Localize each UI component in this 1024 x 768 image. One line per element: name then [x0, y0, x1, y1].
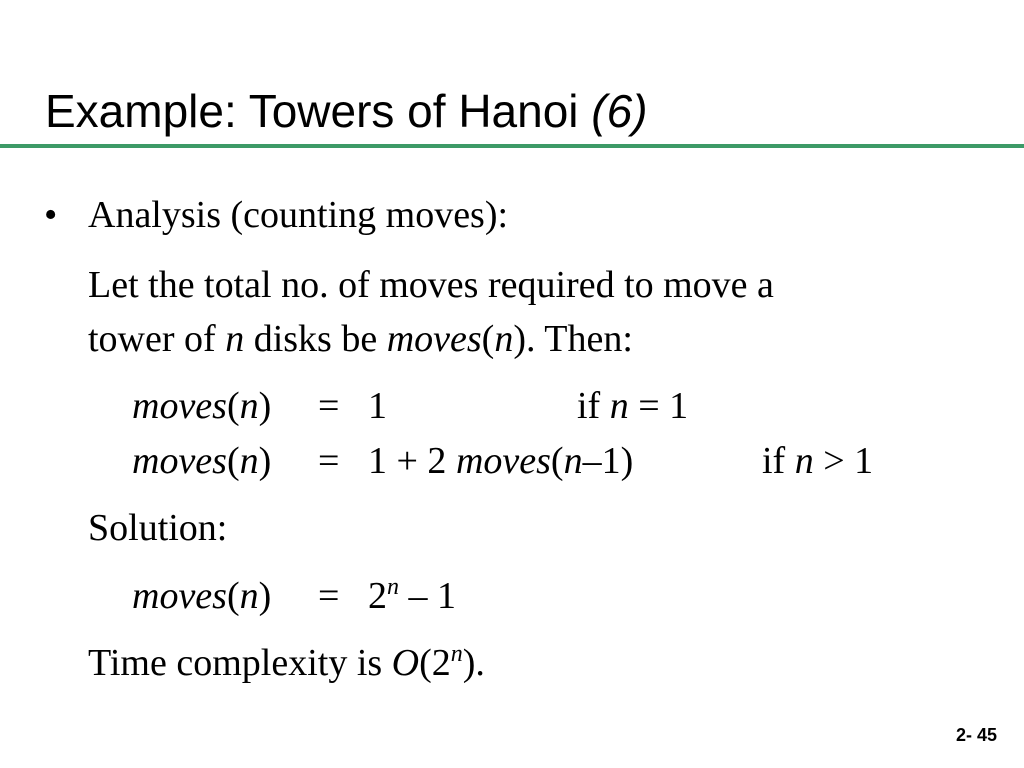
intro-moves: moves — [386, 318, 482, 360]
intro-post: ). Then: — [513, 318, 633, 360]
solution-formula — [0, 574, 1024, 618]
recurrence-2-lhs — [132, 439, 271, 483]
complexity-line — [88, 641, 485, 685]
solution-open: ( — [226, 575, 240, 617]
recurrence-2-rhs-var: n — [563, 440, 583, 482]
bullet-text: Analysis (counting moves): — [88, 194, 509, 236]
intro-pre: tower of — [88, 318, 226, 360]
recurrence-row-2 — [0, 439, 1024, 483]
intro-open: ( — [481, 318, 495, 360]
recurrence-2-eq: = — [318, 440, 340, 482]
recurrence-1-lhs — [132, 384, 271, 428]
solution-label: Solution: — [88, 507, 228, 549]
recurrence-1-close: ) — [258, 385, 272, 427]
intro-line-1: Let the total no. of moves required to move a — [88, 264, 774, 306]
solution-rhs — [368, 574, 456, 618]
solution-fn: moves — [132, 575, 227, 617]
recurrence-2-close: ) — [258, 440, 272, 482]
recurrence-row-1 — [0, 384, 1024, 428]
recurrence-1-fn: moves — [132, 385, 227, 427]
recurrence-1-var: n — [239, 385, 259, 427]
solution-base: 2 — [368, 575, 387, 617]
complexity-exp: n — [450, 641, 463, 667]
recurrence-2-cond-rel: > 1 — [813, 440, 874, 482]
solution-exp: n — [387, 574, 399, 600]
recurrence-1-if: if — [577, 385, 610, 427]
solution-var: n — [239, 575, 259, 617]
slide-title-main: Example: Towers of Hanoi — [45, 85, 592, 137]
solution-eq: = — [318, 575, 340, 617]
intro-line-2 — [88, 317, 633, 361]
recurrence-1-eq: = — [318, 385, 340, 427]
complexity-open: (2 — [419, 642, 451, 684]
title-divider — [0, 144, 1024, 148]
solution-close: ) — [258, 575, 272, 617]
complexity-big-o: O — [391, 642, 420, 684]
bullet-symbol: • — [44, 194, 58, 236]
page-number: 2- 45 — [955, 725, 997, 745]
recurrence-2-fn: moves — [132, 440, 227, 482]
complexity-close: ). — [462, 642, 485, 684]
intro-var-n2: n — [494, 318, 514, 360]
recurrence-2-rhs-fn: moves — [455, 440, 551, 482]
recurrence-2-rhs-open: ( — [550, 440, 564, 482]
slide-title — [45, 78, 648, 144]
recurrence-1-open: ( — [226, 385, 240, 427]
solution-tail: – 1 — [399, 575, 456, 617]
recurrence-2-if: if — [762, 440, 795, 482]
recurrence-2-cond-var: n — [794, 440, 814, 482]
recurrence-2-open: ( — [226, 440, 240, 482]
recurrence-2-rhs-rest: –1) — [582, 440, 634, 482]
solution-lhs — [132, 574, 271, 618]
recurrence-2-rhs — [368, 439, 633, 483]
recurrence-2-rhs-pre: 1 + 2 — [368, 440, 456, 482]
slide-title-suffix: (6) — [591, 85, 648, 137]
complexity-pre: Time complexity is — [88, 642, 392, 684]
bullet-line — [44, 193, 57, 237]
intro-var-n: n — [225, 318, 245, 360]
recurrence-1-rhs: 1 — [368, 385, 387, 427]
recurrence-2-cond — [762, 439, 873, 483]
recurrence-1-cond-var: n — [609, 385, 629, 427]
recurrence-2-var: n — [239, 440, 259, 482]
intro-mid: disks be — [244, 318, 387, 360]
recurrence-1-cond-rel: = 1 — [628, 385, 689, 427]
recurrence-1-cond — [577, 384, 688, 428]
